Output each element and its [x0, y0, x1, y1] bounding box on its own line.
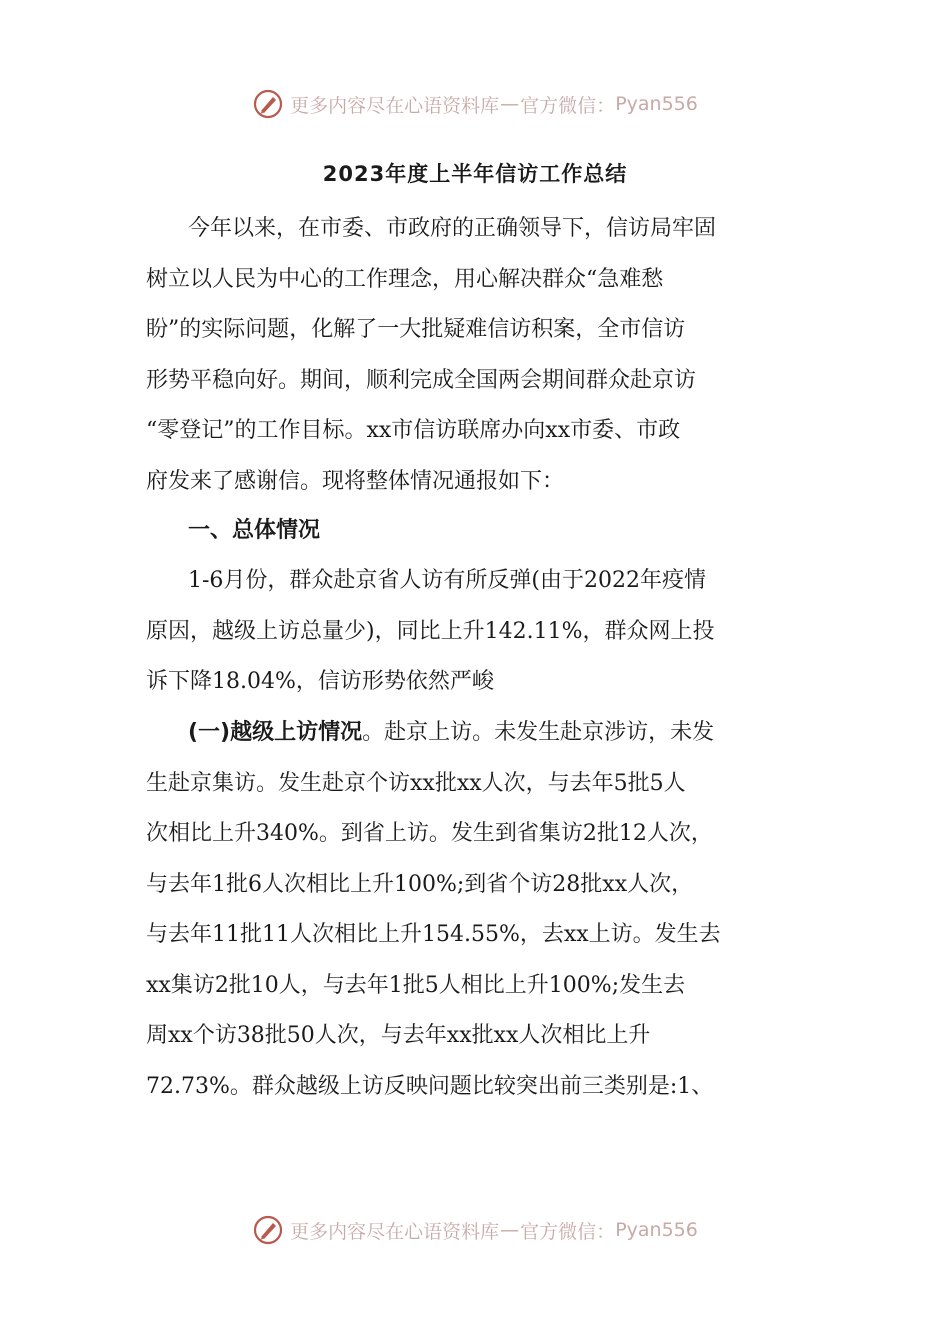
overview-line: 原因，越级上访总量少)，同比上升142.11%，群众网上投 [146, 618, 715, 644]
subsection-first-rest: 。赴京上访。未发生赴京涉访，未发 [362, 720, 715, 745]
subsection-line: 生赴京集访。发生赴京个访xx批xx人次，与去年5批5人 [146, 770, 686, 796]
overview-paragraph [146, 556, 810, 708]
header-watermark [0, 84, 950, 124]
intro-line: 树立以人民为中心的工作理念，用心解决群众“急难愁 [146, 266, 664, 292]
subsection-first-line [146, 708, 810, 759]
watermark-official-label: 官方微信： [520, 94, 616, 117]
intro-line: 今年以来，在市委、市政府的正确领导下，信访局牢固 [188, 216, 717, 241]
watermark-text: 更多内容尽在心语资料库 [290, 1220, 500, 1243]
section-heading-text: 一、总体情况 [188, 518, 321, 543]
pen-logo-icon [252, 1214, 284, 1246]
watermark-handle: Pyan556 [615, 93, 698, 115]
intro-line: 盼”的实际问题，化解了一大批疑难信访积案，全市信访 [146, 317, 686, 342]
subsection-line: xx集访2批10人，与去年1批5人相比上升100%;发生去 [146, 972, 686, 998]
intro-line: 府发来了感谢信。现将整体情况通报如下： [146, 468, 565, 494]
subsection-line: 与去年11批11人次相比上升154.55%，去xx上访。发生去 [146, 922, 721, 947]
subsection-line: 周xx个访38批50人次，与去年xx批xx人次相比上升 [146, 1023, 651, 1048]
subsection-line: 次相比上升340%。到省上访。发生到省集访2批12人次， [146, 821, 713, 846]
watermark-separator: — [500, 93, 520, 115]
document-title: 2023年度上半年信访工作总结 [322, 162, 628, 186]
subsection-line: 与去年1批6人次相比上升100%;到省个访28批xx人次， [146, 871, 694, 897]
subsection-heading: (一)越级上访情况 [188, 720, 363, 745]
subsection-line: 72.73%。群众越级上访反映问题比较突出前三类别是:1、 [146, 1073, 714, 1099]
intro-paragraph [146, 204, 810, 507]
watermark-official-label: 官方微信： [520, 1220, 616, 1243]
section-heading [146, 506, 810, 557]
pen-logo-icon [252, 88, 284, 120]
intro-line: 形势平稳向好。期间，顺利完成全国两会期间群众赴京访 [146, 367, 697, 393]
overview-line: 1-6月份，群众赴京省人访有所反弹(由于2022年疫情 [188, 568, 707, 593]
overview-line: 诉下降18.04%，信访形势依然严峻 [146, 669, 494, 694]
watermark-separator: — [500, 1219, 520, 1241]
footer-watermark [0, 1210, 950, 1250]
intro-line: “零登记”的工作目标。xx市信访联席办向xx市委、市政 [146, 418, 681, 443]
subsection-paragraph [146, 708, 810, 1112]
watermark-text: 更多内容尽在心语资料库 [290, 94, 500, 117]
watermark-handle: Pyan556 [615, 1219, 698, 1241]
